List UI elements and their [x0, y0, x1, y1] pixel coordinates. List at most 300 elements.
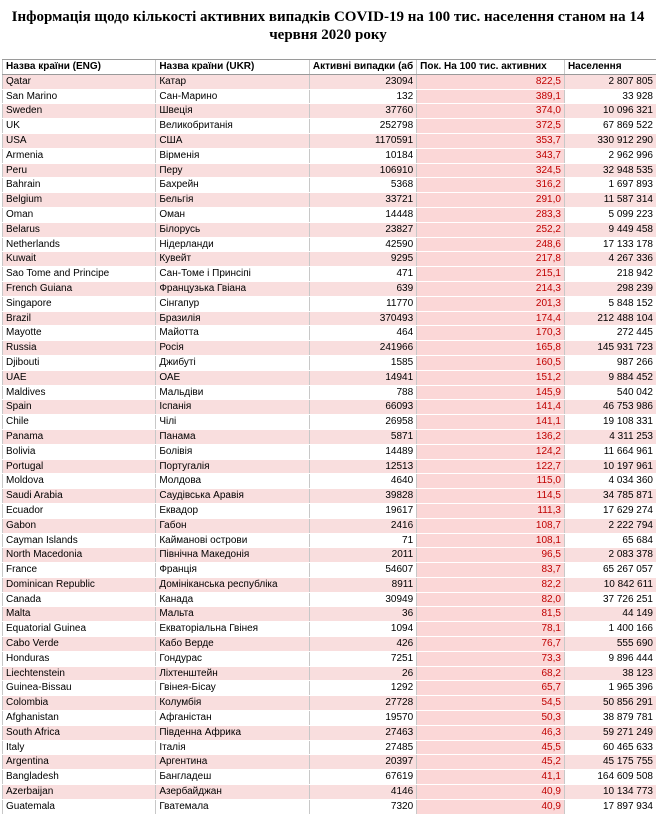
cell-active-cases: 20397	[309, 755, 416, 770]
table-row	[3, 119, 656, 134]
table-row	[3, 178, 656, 193]
cell-country-eng: Equatorial Guinea	[3, 622, 156, 637]
table-row	[3, 666, 656, 681]
table-row	[3, 533, 656, 548]
table-row	[3, 637, 656, 652]
cell-rate-per-100k: 316,2	[417, 178, 565, 193]
cell-country-eng: Belarus	[3, 222, 156, 237]
table-row	[3, 503, 656, 518]
cell-active-cases: 2416	[309, 518, 416, 533]
table-row	[3, 622, 656, 637]
cell-country-eng: Gabon	[3, 518, 156, 533]
cell-active-cases: 26958	[309, 415, 416, 430]
cell-country-ukr: Французька Гвіана	[156, 281, 310, 296]
cell-population: 4 311 253	[564, 429, 656, 444]
cell-rate-per-100k: 214,3	[417, 281, 565, 296]
cell-population: 10 842 611	[564, 577, 656, 592]
cell-country-eng: Peru	[3, 163, 156, 178]
cell-active-cases: 4640	[309, 474, 416, 489]
cell-population: 164 609 508	[564, 770, 656, 785]
cell-country-ukr: Габон	[156, 518, 310, 533]
cell-country-ukr: Колумбія	[156, 696, 310, 711]
cell-rate-per-100k: 54,5	[417, 696, 565, 711]
cell-active-cases: 12513	[309, 459, 416, 474]
cell-active-cases: 27728	[309, 696, 416, 711]
cell-population: 272 445	[564, 326, 656, 341]
cell-population: 2 962 996	[564, 148, 656, 163]
cell-country-ukr: Аргентина	[156, 755, 310, 770]
cell-population: 10 134 773	[564, 785, 656, 800]
cell-country-ukr: Мальдіви	[156, 385, 310, 400]
cell-active-cases: 37760	[309, 104, 416, 119]
cell-active-cases: 788	[309, 385, 416, 400]
cell-country-eng: Bolivia	[3, 444, 156, 459]
cell-rate-per-100k: 343,7	[417, 148, 565, 163]
cell-active-cases: 10184	[309, 148, 416, 163]
cell-active-cases: 370493	[309, 311, 416, 326]
cell-active-cases: 67619	[309, 770, 416, 785]
cell-country-ukr: Еквадор	[156, 503, 310, 518]
cell-active-cases: 27463	[309, 725, 416, 740]
cell-country-ukr: Сан-Марино	[156, 89, 310, 104]
cell-country-eng: Djibouti	[3, 355, 156, 370]
cell-country-eng: San Marino	[3, 89, 156, 104]
cell-active-cases: 33721	[309, 193, 416, 208]
cell-country-eng: Armenia	[3, 148, 156, 163]
cell-rate-per-100k: 124,2	[417, 444, 565, 459]
cell-country-ukr: США	[156, 133, 310, 148]
table-row	[3, 163, 656, 178]
cell-country-ukr: ОАЕ	[156, 370, 310, 385]
cell-rate-per-100k: 82,0	[417, 592, 565, 607]
cell-country-eng: USA	[3, 133, 156, 148]
cell-rate-per-100k: 108,7	[417, 518, 565, 533]
cell-population: 65 684	[564, 533, 656, 548]
cell-rate-per-100k: 170,3	[417, 326, 565, 341]
cell-active-cases: 106910	[309, 163, 416, 178]
cell-rate-per-100k: 50,3	[417, 711, 565, 726]
table-row	[3, 651, 656, 666]
cell-rate-per-100k: 217,8	[417, 252, 565, 267]
cell-country-eng: Bangladesh	[3, 770, 156, 785]
cell-population: 38 879 781	[564, 711, 656, 726]
cell-country-eng: Singapore	[3, 296, 156, 311]
cell-rate-per-100k: 389,1	[417, 89, 565, 104]
cell-population: 17 133 178	[564, 237, 656, 252]
cell-country-eng: Chile	[3, 415, 156, 430]
table-row	[3, 415, 656, 430]
table-row	[3, 281, 656, 296]
cell-country-eng: Azerbaijan	[3, 785, 156, 800]
cell-population: 37 726 251	[564, 592, 656, 607]
cell-country-ukr: Мальта	[156, 607, 310, 622]
table-row	[3, 592, 656, 607]
cell-country-eng: Guinea-Bissau	[3, 681, 156, 696]
cell-population: 2 083 378	[564, 548, 656, 563]
cell-population: 32 948 535	[564, 163, 656, 178]
cell-rate-per-100k: 73,3	[417, 651, 565, 666]
cell-rate-per-100k: 141,1	[417, 415, 565, 430]
cell-population: 5 848 152	[564, 296, 656, 311]
cell-country-ukr: Сан-Томе і Принсіпі	[156, 267, 310, 282]
cell-country-ukr: Південна Африка	[156, 725, 310, 740]
cell-active-cases: 30949	[309, 592, 416, 607]
cell-active-cases: 9295	[309, 252, 416, 267]
cell-population: 60 465 633	[564, 740, 656, 755]
table-row	[3, 681, 656, 696]
cell-active-cases: 39828	[309, 489, 416, 504]
cell-active-cases: 252798	[309, 119, 416, 134]
cell-population: 65 267 057	[564, 563, 656, 578]
cell-country-ukr: Саудівська Аравія	[156, 489, 310, 504]
cell-country-eng: Sao Tome and Principe	[3, 267, 156, 282]
cell-country-eng: Afghanistan	[3, 711, 156, 726]
cell-active-cases: 14489	[309, 444, 416, 459]
cell-population: 11 664 961	[564, 444, 656, 459]
cell-country-eng: Argentina	[3, 755, 156, 770]
cell-population: 17 629 274	[564, 503, 656, 518]
cell-country-ukr: Афганістан	[156, 711, 310, 726]
cell-population: 212 488 104	[564, 311, 656, 326]
cell-country-eng: Mayotte	[3, 326, 156, 341]
cell-rate-per-100k: 141,4	[417, 400, 565, 415]
cell-rate-per-100k: 201,3	[417, 296, 565, 311]
cell-population: 34 785 871	[564, 489, 656, 504]
table-row	[3, 400, 656, 415]
cell-rate-per-100k: 165,8	[417, 341, 565, 356]
cell-active-cases: 1292	[309, 681, 416, 696]
cell-country-ukr: Панама	[156, 429, 310, 444]
cell-country-ukr: Чілі	[156, 415, 310, 430]
cell-country-eng: Guatemala	[3, 799, 156, 814]
cell-country-eng: Malta	[3, 607, 156, 622]
cell-population: 10 197 961	[564, 459, 656, 474]
cell-rate-per-100k: 145,9	[417, 385, 565, 400]
table-row	[3, 429, 656, 444]
cell-country-ukr: Франція	[156, 563, 310, 578]
cell-country-ukr: Гондурас	[156, 651, 310, 666]
table-row	[3, 74, 656, 89]
cell-country-eng: Canada	[3, 592, 156, 607]
cell-country-eng: UAE	[3, 370, 156, 385]
cell-active-cases: 639	[309, 281, 416, 296]
cell-population: 67 869 522	[564, 119, 656, 134]
cell-country-eng: Moldova	[3, 474, 156, 489]
cell-population: 987 266	[564, 355, 656, 370]
table-row	[3, 444, 656, 459]
cell-active-cases: 471	[309, 267, 416, 282]
cell-country-ukr: Росія	[156, 341, 310, 356]
cell-active-cases: 14448	[309, 207, 416, 222]
table-row	[3, 193, 656, 208]
cell-rate-per-100k: 81,5	[417, 607, 565, 622]
cell-country-ukr: Азербайджан	[156, 785, 310, 800]
cell-country-eng: Ecuador	[3, 503, 156, 518]
table-row	[3, 474, 656, 489]
table-row	[3, 89, 656, 104]
cell-active-cases: 7320	[309, 799, 416, 814]
table-row	[3, 548, 656, 563]
cell-rate-per-100k: 160,5	[417, 355, 565, 370]
cell-rate-per-100k: 374,0	[417, 104, 565, 119]
cell-active-cases: 1094	[309, 622, 416, 637]
table-row	[3, 267, 656, 282]
cell-population: 11 587 314	[564, 193, 656, 208]
cell-active-cases: 19617	[309, 503, 416, 518]
cell-country-eng: Cayman Islands	[3, 533, 156, 548]
cell-rate-per-100k: 283,3	[417, 207, 565, 222]
cell-rate-per-100k: 82,2	[417, 577, 565, 592]
cell-country-eng: Italy	[3, 740, 156, 755]
cell-country-eng: Brazil	[3, 311, 156, 326]
cell-population: 10 096 321	[564, 104, 656, 119]
table-row	[3, 489, 656, 504]
cell-country-ukr: Великобританія	[156, 119, 310, 134]
cell-active-cases: 8911	[309, 577, 416, 592]
cell-active-cases: 14941	[309, 370, 416, 385]
header-rate-per-100k: Пок. На 100 тис. активних	[417, 60, 565, 75]
cell-active-cases: 7251	[309, 651, 416, 666]
cell-country-eng: South Africa	[3, 725, 156, 740]
table-row	[3, 607, 656, 622]
cell-country-eng: Honduras	[3, 651, 156, 666]
cell-active-cases: 2011	[309, 548, 416, 563]
cell-population: 9 896 444	[564, 651, 656, 666]
cell-active-cases: 71	[309, 533, 416, 548]
cell-country-ukr: Перу	[156, 163, 310, 178]
cell-population: 4 034 360	[564, 474, 656, 489]
cell-active-cases: 1585	[309, 355, 416, 370]
cell-country-ukr: Сінгапур	[156, 296, 310, 311]
cell-country-eng: France	[3, 563, 156, 578]
cell-active-cases: 464	[309, 326, 416, 341]
cell-population: 9 884 452	[564, 370, 656, 385]
header-country-eng: Назва країни (ENG)	[3, 60, 156, 75]
cell-population: 1 697 893	[564, 178, 656, 193]
table-row	[3, 148, 656, 163]
table-row	[3, 326, 656, 341]
cell-rate-per-100k: 46,3	[417, 725, 565, 740]
table-row	[3, 755, 656, 770]
cell-active-cases: 11770	[309, 296, 416, 311]
cell-country-ukr: Білорусь	[156, 222, 310, 237]
cell-rate-per-100k: 65,7	[417, 681, 565, 696]
cell-country-ukr: Молдова	[156, 474, 310, 489]
cell-country-eng: Colombia	[3, 696, 156, 711]
cell-rate-per-100k: 68,2	[417, 666, 565, 681]
cell-population: 298 239	[564, 281, 656, 296]
table-header-row	[3, 60, 656, 75]
cell-country-eng: Kuwait	[3, 252, 156, 267]
table-row	[3, 711, 656, 726]
cell-rate-per-100k: 122,7	[417, 459, 565, 474]
cell-country-ukr: Екваторіальна Гвінея	[156, 622, 310, 637]
cell-country-eng: Oman	[3, 207, 156, 222]
cell-country-ukr: Швеція	[156, 104, 310, 119]
cell-country-ukr: Іспанія	[156, 400, 310, 415]
cell-rate-per-100k: 83,7	[417, 563, 565, 578]
cell-country-ukr: Канада	[156, 592, 310, 607]
cell-rate-per-100k: 96,5	[417, 548, 565, 563]
cell-rate-per-100k: 40,9	[417, 785, 565, 800]
cell-rate-per-100k: 108,1	[417, 533, 565, 548]
cell-country-eng: Spain	[3, 400, 156, 415]
cell-population: 46 753 986	[564, 400, 656, 415]
cell-country-ukr: Гвінея-Бісау	[156, 681, 310, 696]
cell-population: 145 931 723	[564, 341, 656, 356]
cell-active-cases: 5368	[309, 178, 416, 193]
cell-active-cases: 36	[309, 607, 416, 622]
cell-country-eng: UK	[3, 119, 156, 134]
cell-active-cases: 26	[309, 666, 416, 681]
cell-rate-per-100k: 174,4	[417, 311, 565, 326]
cell-active-cases: 42590	[309, 237, 416, 252]
cell-country-eng: Panama	[3, 429, 156, 444]
cell-population: 59 271 249	[564, 725, 656, 740]
cell-country-ukr: Португалія	[156, 459, 310, 474]
cell-country-eng: Qatar	[3, 74, 156, 89]
cell-population: 330 912 290	[564, 133, 656, 148]
cell-country-ukr: Джибуті	[156, 355, 310, 370]
cell-rate-per-100k: 41,1	[417, 770, 565, 785]
cell-active-cases: 23827	[309, 222, 416, 237]
cell-active-cases: 66093	[309, 400, 416, 415]
cell-rate-per-100k: 136,2	[417, 429, 565, 444]
cell-population: 5 099 223	[564, 207, 656, 222]
cell-population: 19 108 331	[564, 415, 656, 430]
cell-active-cases: 1170591	[309, 133, 416, 148]
table-body	[3, 74, 656, 814]
cell-country-ukr: Кабо Верде	[156, 637, 310, 652]
cell-country-eng: Bahrain	[3, 178, 156, 193]
cell-population: 2 222 794	[564, 518, 656, 533]
cell-population: 1 965 396	[564, 681, 656, 696]
cell-country-ukr: Бельгія	[156, 193, 310, 208]
cell-active-cases: 5871	[309, 429, 416, 444]
cell-country-eng: Netherlands	[3, 237, 156, 252]
cell-rate-per-100k: 215,1	[417, 267, 565, 282]
cell-active-cases: 241966	[309, 341, 416, 356]
table-row	[3, 341, 656, 356]
cell-country-eng: Saudi Arabia	[3, 489, 156, 504]
covid-table	[2, 59, 656, 815]
cell-country-ukr: Нідерланди	[156, 237, 310, 252]
table-row	[3, 799, 656, 814]
cell-population: 540 042	[564, 385, 656, 400]
page-title: Інформація щодо кількості активних випадків COVID-19 на 100 тис. населення станом на 14 червня 2020 року	[11, 9, 645, 43]
table-row	[3, 355, 656, 370]
cell-population: 218 942	[564, 267, 656, 282]
cell-population: 38 123	[564, 666, 656, 681]
cell-country-ukr: Болівія	[156, 444, 310, 459]
cell-rate-per-100k: 45,5	[417, 740, 565, 755]
cell-country-ukr: Бразилія	[156, 311, 310, 326]
header-country-ukr: Назва країни (UKR)	[156, 60, 310, 75]
table-row	[3, 133, 656, 148]
cell-population: 45 175 755	[564, 755, 656, 770]
cell-active-cases: 23094	[309, 74, 416, 89]
cell-country-ukr: Катар	[156, 74, 310, 89]
cell-rate-per-100k: 40,9	[417, 799, 565, 814]
cell-rate-per-100k: 78,1	[417, 622, 565, 637]
cell-rate-per-100k: 822,5	[417, 74, 565, 89]
cell-country-ukr: Майотта	[156, 326, 310, 341]
cell-country-ukr: Гватемала	[156, 799, 310, 814]
cell-population: 4 267 336	[564, 252, 656, 267]
header-population: Населення	[564, 60, 656, 75]
cell-country-ukr: Бангладеш	[156, 770, 310, 785]
cell-country-ukr: Бахрейн	[156, 178, 310, 193]
cell-country-ukr: Домініканська республіка	[156, 577, 310, 592]
table-row	[3, 370, 656, 385]
cell-rate-per-100k: 248,6	[417, 237, 565, 252]
table-row	[3, 296, 656, 311]
cell-country-eng: North Macedonia	[3, 548, 156, 563]
cell-rate-per-100k: 324,5	[417, 163, 565, 178]
cell-country-eng: Cabo Verde	[3, 637, 156, 652]
cell-rate-per-100k: 45,2	[417, 755, 565, 770]
cell-population: 33 928	[564, 89, 656, 104]
cell-population: 50 856 291	[564, 696, 656, 711]
cell-rate-per-100k: 252,2	[417, 222, 565, 237]
cell-country-eng: French Guiana	[3, 281, 156, 296]
cell-country-eng: Dominican Republic	[3, 577, 156, 592]
header-active-cases: Активні випадки (аб	[309, 60, 416, 75]
cell-population: 1 400 166	[564, 622, 656, 637]
table-row	[3, 459, 656, 474]
cell-country-ukr: Оман	[156, 207, 310, 222]
table-row	[3, 237, 656, 252]
table-row	[3, 696, 656, 711]
cell-rate-per-100k: 353,7	[417, 133, 565, 148]
cell-country-ukr: Ліхтенштейн	[156, 666, 310, 681]
cell-population: 9 449 458	[564, 222, 656, 237]
cell-rate-per-100k: 76,7	[417, 637, 565, 652]
cell-country-eng: Russia	[3, 341, 156, 356]
cell-active-cases: 19570	[309, 711, 416, 726]
cell-population: 17 897 934	[564, 799, 656, 814]
cell-population: 555 690	[564, 637, 656, 652]
cell-active-cases: 4146	[309, 785, 416, 800]
cell-rate-per-100k: 372,5	[417, 119, 565, 134]
table-row	[3, 725, 656, 740]
cell-country-eng: Sweden	[3, 104, 156, 119]
table-row	[3, 563, 656, 578]
cell-country-ukr: Італія	[156, 740, 310, 755]
cell-country-ukr: Кайманові острови	[156, 533, 310, 548]
table-row	[3, 385, 656, 400]
cell-rate-per-100k: 111,3	[417, 503, 565, 518]
table-row	[3, 222, 656, 237]
cell-country-ukr: Кувейт	[156, 252, 310, 267]
cell-rate-per-100k: 114,5	[417, 489, 565, 504]
cell-country-eng: Liechtenstein	[3, 666, 156, 681]
table-row	[3, 770, 656, 785]
cell-rate-per-100k: 115,0	[417, 474, 565, 489]
cell-country-eng: Maldives	[3, 385, 156, 400]
cell-active-cases: 132	[309, 89, 416, 104]
cell-active-cases: 27485	[309, 740, 416, 755]
table-row	[3, 518, 656, 533]
table-row	[3, 577, 656, 592]
table-row	[3, 311, 656, 326]
table-row	[3, 104, 656, 119]
cell-active-cases: 54607	[309, 563, 416, 578]
table-row	[3, 740, 656, 755]
cell-population: 2 807 805	[564, 74, 656, 89]
table-row	[3, 207, 656, 222]
cell-country-eng: Portugal	[3, 459, 156, 474]
